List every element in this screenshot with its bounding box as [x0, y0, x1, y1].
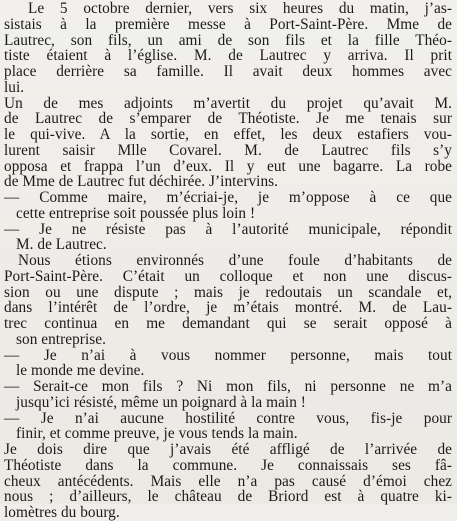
article-line: Théotiste dans la commune. Je connaissais ses fâ- [4, 456, 452, 474]
article-line: de Lautrec de s’emparer de Théotiste. Je me tenais sur [4, 110, 452, 128]
article-line: son entreprise. [16, 330, 106, 348]
article-line: — Serait-ce mon fils ? Ni mon fils, ni personne ne m’a [4, 378, 452, 395]
article-line: tiste étaient à l’église. M. de Lautrec y arriva. Il prit [4, 47, 452, 65]
article-line: de Mme de Lautrec fut déchirée. J’intervins. [4, 173, 279, 191]
article-column [4, 1, 452, 521]
article-line: place derrière sa famille. Il avait deux hommes avec [4, 63, 452, 80]
article-line: Lautrec, son fils, un ami de son fils et la fille Théo- [4, 31, 452, 49]
article-line: — Comme maire, m’écriai-je, je m’oppose à ce que [4, 189, 452, 206]
article-line: Le 5 octobre dernier, vers six heures du matin, j’as- [28, 0, 452, 17]
article-line: cheux antécédents. Mais elle n’a pas causé d’émoi chez [4, 472, 452, 490]
article-line: le monde me devine. [16, 362, 145, 380]
article-line: Un de mes adjoints m’avertit du projet qu’avait M. [4, 94, 452, 112]
article-line: Port-Saint-Père. C’était un colloque et non une discus- [4, 267, 452, 285]
article-line: trec continua en me demandant qui se serait opposé à [4, 315, 452, 332]
article-line: — Je ne résiste pas à l’autorité municipale, répondit [4, 220, 452, 238]
article-line: dans l’intérêt de l’ordre, je m’étais montré. M. de Lau- [4, 299, 452, 317]
article-line: — Je n’ai aucune hostilité contre vous, fis-je pour [4, 409, 452, 427]
article-line: sion ou une dispute ; mais je redoutais un scandale et, [4, 283, 452, 301]
article-line: nous ; d’ailleurs, le château de Briord est à quatre ki- [4, 488, 452, 506]
article-line: le qui-vive. A la sortie, en effet, les deux estafiers vou- [4, 126, 452, 143]
article-line: jusqu’ici résisté, même un poignard à la main ! [16, 393, 306, 411]
article-line: lui. [4, 78, 25, 96]
article-line: lomètres du bourg. [4, 504, 120, 521]
article-line: sistais à la première messe à Port-Saint-Père. Mme de [4, 15, 452, 33]
article-line: — Je n’ai à vous nommer personne, mais tout [4, 346, 452, 364]
article-line: cette entreprise soit poussée plus loin ! [16, 204, 256, 222]
article-line: lurent saisir Mlle Covarel. M. de Lautrec fils s’y [4, 141, 452, 159]
article-line: opposa et frappa l’un d’eux. Il y eut une bagarre. La robe [4, 157, 452, 175]
article-line: M. de Lautrec. [16, 236, 107, 254]
article-line: Je dois dire que j’avais été affligé de l’arrivée de [4, 441, 452, 458]
article-line: Nous étions environnés d’une foule d’habitants de [18, 252, 452, 269]
article-line: finir, et comme preuve, je vous tends la main. [16, 425, 298, 443]
